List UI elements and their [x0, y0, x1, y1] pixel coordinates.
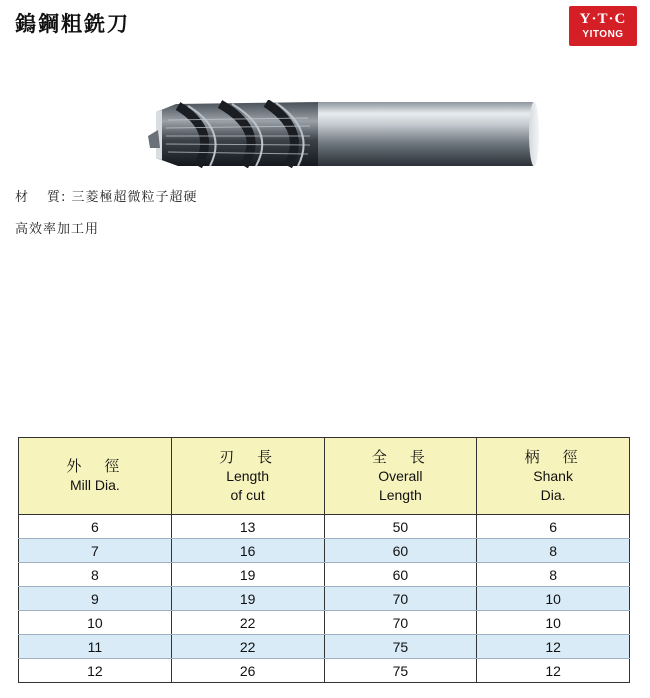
table-row [19, 539, 630, 563]
cell-mill-dia: 6 [19, 515, 172, 539]
cell-mill-dia: 7 [19, 539, 172, 563]
header-length-of-cut [171, 438, 324, 515]
header-en: Dia. [540, 486, 566, 503]
header-mill-dia [19, 438, 172, 515]
cell-overall-length: 70 [324, 611, 477, 635]
cell-overall-length: 50 [324, 515, 477, 539]
header-en: Length [378, 486, 422, 503]
header-shank-dia [477, 438, 630, 515]
cell-mill-dia: 11 [19, 635, 172, 659]
header-en: of cut [230, 486, 265, 503]
cell-overall-length: 75 [324, 635, 477, 659]
cell-shank-dia: 10 [477, 587, 630, 611]
header-zh: 外 徑 [66, 457, 124, 475]
header-zh: 全 長 [371, 447, 429, 466]
cell-length-of-cut: 16 [171, 539, 324, 563]
logo-name: YITONG [582, 29, 624, 40]
table-row [19, 659, 630, 683]
cell-length-of-cut: 19 [171, 563, 324, 587]
material-spec [15, 186, 198, 205]
ytc-logo [569, 6, 637, 46]
header-en: Mill Dia. [69, 477, 120, 493]
material-label-b: 質: [47, 190, 67, 205]
cell-mill-dia: 8 [19, 563, 172, 587]
cell-overall-length: 70 [324, 587, 477, 611]
table-row [19, 611, 630, 635]
cell-length-of-cut: 22 [171, 635, 324, 659]
cell-length-of-cut: 19 [171, 587, 324, 611]
table-row [19, 515, 630, 539]
cell-shank-dia: 8 [477, 563, 630, 587]
cell-length-of-cut: 22 [171, 611, 324, 635]
cell-overall-length: 75 [324, 659, 477, 683]
table-row [19, 563, 630, 587]
cell-shank-dia: 10 [477, 611, 630, 635]
cell-shank-dia: 12 [477, 635, 630, 659]
cell-length-of-cut: 26 [171, 659, 324, 683]
header-zh: 柄 徑 [524, 447, 582, 466]
cell-overall-length: 60 [324, 539, 477, 563]
cell-shank-dia: 6 [477, 515, 630, 539]
material-label-a: 材 [15, 190, 30, 205]
end-mill-image [148, 100, 548, 168]
cell-shank-dia: 12 [477, 659, 630, 683]
cell-mill-dia: 12 [19, 659, 172, 683]
table-row [19, 635, 630, 659]
header-en: Shank [533, 467, 573, 484]
cell-length-of-cut: 13 [171, 515, 324, 539]
page-title: 鎢鋼粗銑刀 [15, 12, 130, 36]
header-zh: 刃 長 [219, 447, 277, 466]
header-en: Length [226, 467, 270, 484]
table-row [19, 587, 630, 611]
cell-shank-dia: 8 [477, 539, 630, 563]
cell-mill-dia: 9 [19, 587, 172, 611]
usage-text: 高效率加工用 [15, 222, 100, 237]
logo-letters: Y·T·C [579, 11, 627, 27]
table-header-row [19, 438, 630, 515]
material-value: 三菱極超微粒子超硬 [71, 190, 198, 205]
cell-mill-dia: 10 [19, 611, 172, 635]
dimension-table [18, 437, 630, 683]
header-overall-length [324, 438, 477, 515]
header-en: Overall [378, 467, 423, 484]
cell-overall-length: 60 [324, 563, 477, 587]
